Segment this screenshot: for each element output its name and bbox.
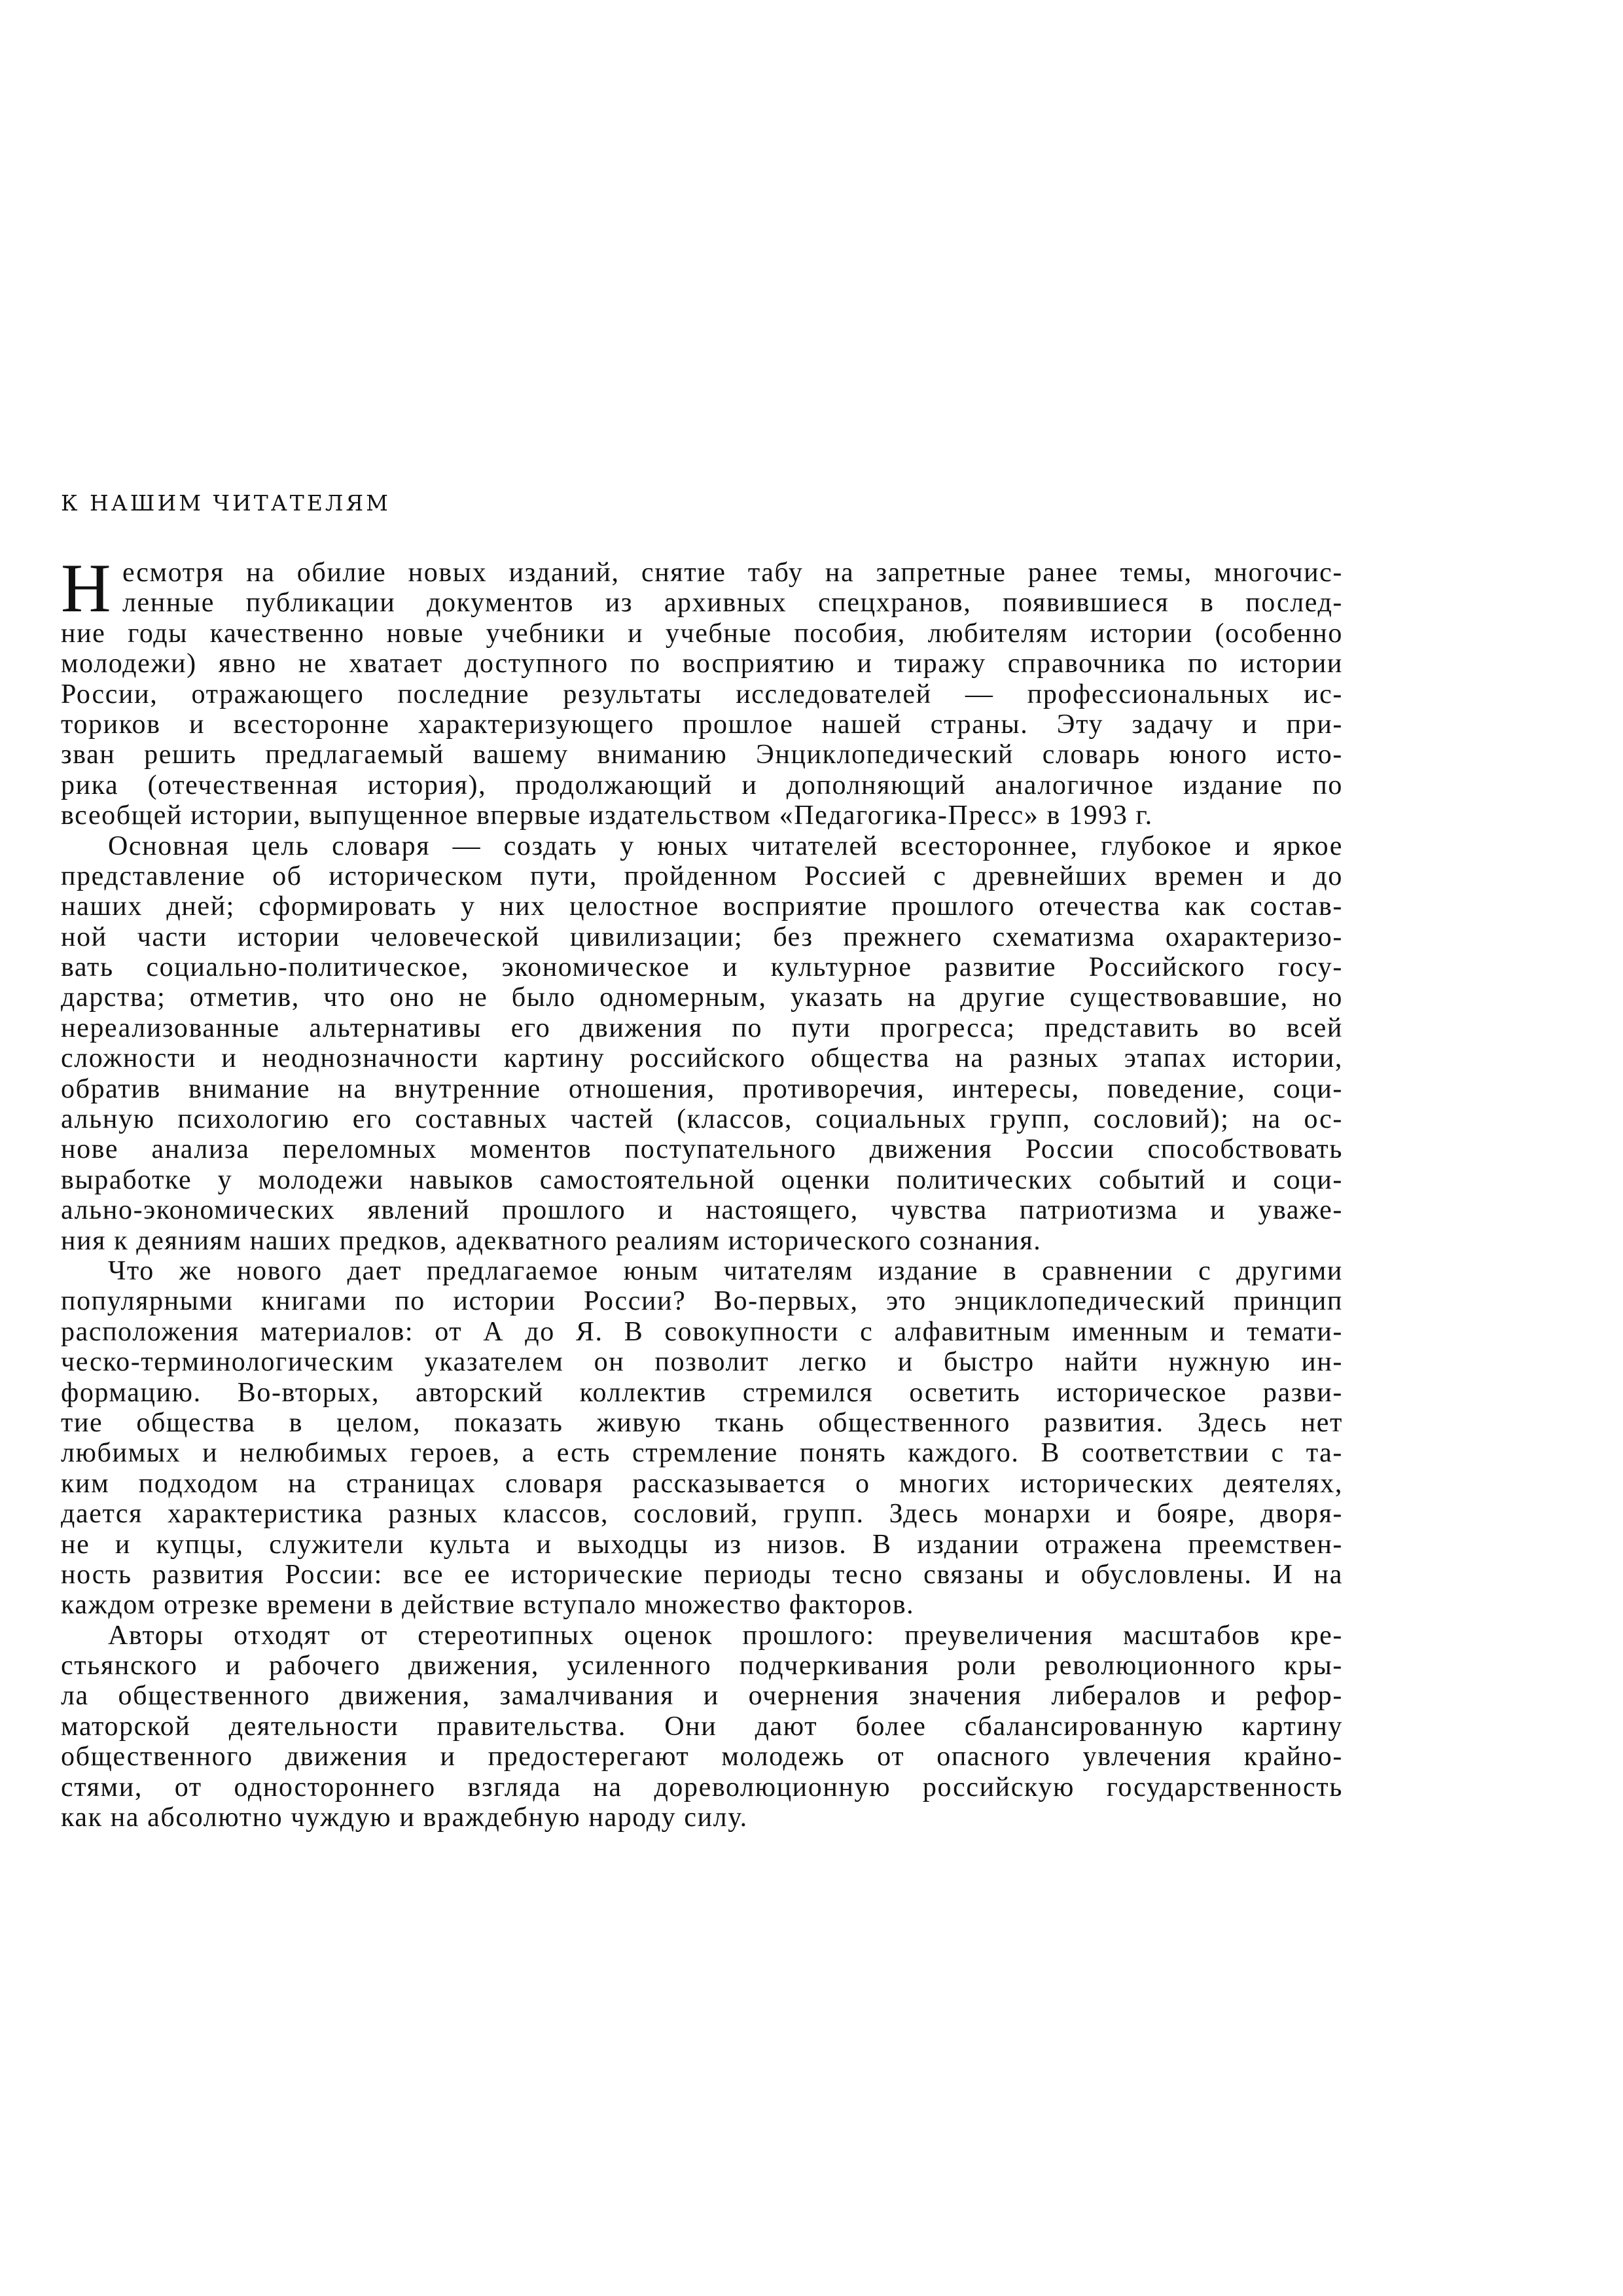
text-line: тие общества в целом, показать живую ткань общественного развития. Здесь нет — [61, 1407, 1343, 1438]
text-line: ленные публикации документов из архивных спецхранов, появившиеся в послед- — [122, 588, 1343, 619]
text-line: вать социально-политическое, экономическое и культурное развитие Российского госу- — [61, 952, 1343, 983]
text-line: нове анализа переломных моментов поступательного движения России способствовать — [61, 1134, 1343, 1165]
text-line: Что же нового дает предлагаемое юным читателям издание в сравнении с другими — [108, 1255, 1343, 1286]
text-line: рика (отечественная история), продолжающий и дополняющий аналогичное издание по — [61, 770, 1343, 800]
text-line: ность развития России: все ее исторические периоды тесно связаны и обусловлены. И на — [61, 1559, 1343, 1590]
text-line: обратив внимание на внутренние отношения, противоречия, интересы, поведение, соци- — [61, 1073, 1343, 1104]
text-line: молодежи) явно не хватает доступного по восприятию и тиражу справочника по истории — [61, 649, 1343, 679]
text-line: наших дней; сформировать у них целостное восприятие прошлого отечества как состав- — [61, 891, 1343, 922]
text-line: нереализованные альтернативы его движения по пути прогресса; представить во всей — [61, 1013, 1343, 1043]
text-line: есмотря на обилие новых изданий, снятие табу на запретные ранее темы, многочис- — [122, 558, 1343, 588]
text-line: ния к деяниям наших предков, адекватного реалиям исторического сознания. — [61, 1225, 1042, 1256]
text-line: выработке у молодежи навыков самостоятельной оценки политических событий и соци- — [61, 1164, 1343, 1195]
text-line: дарства; отметив, что оно не было одномерным, указать на другие существовавшие, но — [61, 982, 1343, 1013]
text-line: ла общественного движения, замалчивания и очернения значения либералов и рефор- — [61, 1681, 1343, 1712]
page-title: К НАШИМ ЧИТАТЕЛЯМ — [61, 490, 391, 516]
text-line: ториков и всесторонне характеризующего прошлое нашей страны. Эту задачу и при- — [61, 709, 1343, 740]
text-line: любимых и нелюбимых героев, а есть стремление понять каждого. В соответствии с та- — [61, 1438, 1343, 1469]
text-line: ально-экономических явлений прошлого и настоящего, чувства патриотизма и уваже- — [61, 1195, 1343, 1226]
text-line: ческо-терминологическим указателем он позволит легко и быстро найти нужную ин- — [61, 1347, 1343, 1378]
text-line: сложности и неоднозначности картину российского общества на разных этапах истории, — [61, 1043, 1343, 1074]
text-line: не и купцы, служители культа и выходцы из низов. В издании отражена преемствен- — [61, 1529, 1343, 1560]
text-line: дается характеристика разных классов, сословий, групп. Здесь монархи и бояре, дворя- — [61, 1499, 1343, 1530]
text-line: Основная цель словаря — создать у юных читателей всестороннее, глубокое и яркое — [108, 831, 1343, 861]
text-line: популярными книгами по истории России? Во-первых, это энциклопедический принцип — [61, 1286, 1343, 1317]
text-line: ние годы качественно новые учебники и учебные пособия, любителям истории (особенно — [61, 618, 1343, 649]
text-line: зван решить предлагаемый вашему вниманию Энциклопедический словарь юного исто- — [61, 740, 1343, 770]
text-line: расположения материалов: от А до Я. В совокупности с алфавитным именным и темати- — [61, 1316, 1343, 1347]
text-line: всеобщей истории, выпущенное впервые издательством «Педагогика-Пресс» в 1993 г. — [61, 800, 1153, 831]
text-line: как на абсолютно чуждую и враждебную народу силу. — [61, 1803, 748, 1833]
text-line: каждом отрезке времени в действие вступало множество факторов. — [61, 1590, 915, 1621]
text-line: ким подходом на страницах словаря рассказывается о многих исторических деятелях, — [61, 1468, 1343, 1499]
text-line: альную психологию его составных частей (классов, социальных групп, сословий); на ос- — [61, 1104, 1343, 1135]
text-line: формацию. Во-вторых, авторский коллектив стремился осветить историческое разви- — [61, 1377, 1343, 1408]
text-line: Авторы отходят от стереотипных оценок прошлого: преувеличения масштабов кре- — [108, 1620, 1343, 1651]
body-text — [61, 550, 1343, 1833]
drop-cap-letter: Н — [61, 550, 111, 626]
text-line: общественного движения и предостерегают молодежь от опасного увлечения крайно- — [61, 1742, 1343, 1772]
text-line: стями, от одностороннего взгляда на дореволюционную российскую государственность — [61, 1772, 1343, 1803]
text-line: России, отражающего последние результаты исследователей — профессиональных ис- — [61, 679, 1343, 709]
text-line: маторской деятельности правительства. Они дают более сбалансированную картину — [61, 1711, 1343, 1742]
text-line: ной части истории человеческой цивилизации; без прежнего схематизма охарактеризо- — [61, 922, 1343, 952]
text-line: стьянского и рабочего движения, усиленного подчеркивания роли революционного кры- — [61, 1651, 1343, 1681]
text-line: представление об историческом пути, пройденном Россией с древнейших времен и до — [61, 861, 1343, 891]
